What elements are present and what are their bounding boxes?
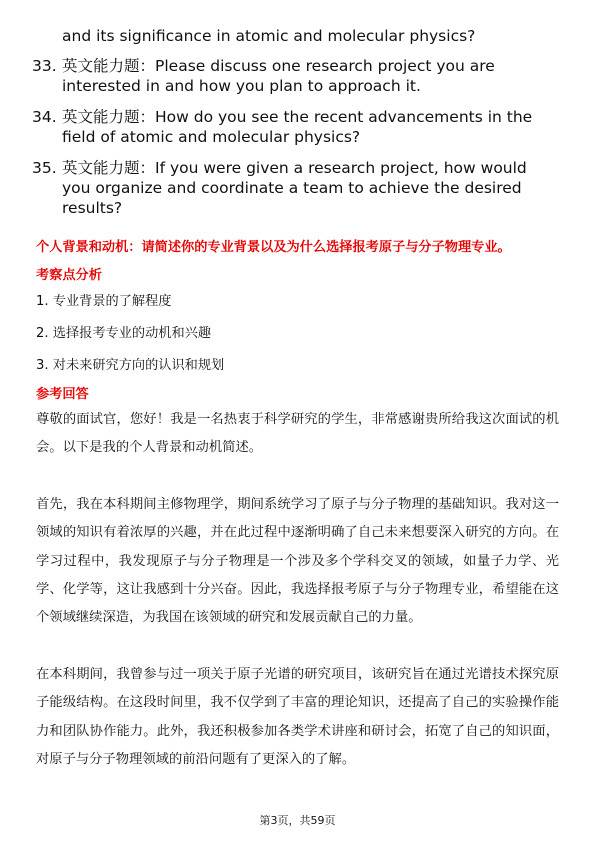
page-footer: 第3页，共59页	[259, 814, 336, 827]
question-number: 34.	[32, 108, 57, 126]
answer-paragraph: 尊敬的面试官，您好！我是一名热衷于科学研究的学生，非常感谢贵所给我这次面试的机会。以下是我的个人背景和动机简述。	[36, 412, 559, 456]
analysis-point: 1. 专业背景的了解程度	[36, 294, 172, 309]
question-item	[32, 158, 552, 218]
answer-paragraph: 在本科期间，我曾参与过一项关于原子光谱的研究项目，该研究旨在通过光谱技术探究原子能级结构。在这段时间里，我不仅学到了丰富的理论知识，还提高了自己的实验操作能力和团队协作能力。此外，我还积极参加各类学术讲座和研讨会，拓宽了自己的知识面，对原子与分子物理领域的前沿问题有了更深入的了解。	[36, 666, 559, 768]
question-text: 英文能力题：How do you see the recent advancements in the field of atomic and molecular physics?	[62, 108, 533, 146]
question-text: 英文能力题：If you were given a research project, how would you organize and coordinate a team to achieve the desired results?	[62, 159, 527, 217]
section-title: 个人背景和动机：请简述你的专业背景以及为什么选择报考原子与分子物理专业。	[36, 240, 511, 255]
analysis-point-list	[36, 292, 224, 388]
question-number: 33.	[32, 57, 57, 75]
question-item	[32, 56, 552, 96]
analysis-point: 3. 对未来研究方向的认识和规划	[36, 358, 225, 373]
continued-question-text: and its significance in atomic and molecular physics?	[62, 27, 476, 45]
question-text: 英文能力题：Please discuss one research project you are interested in and how you plan to approach it.	[62, 57, 495, 95]
question-item	[32, 107, 552, 147]
analysis-heading: 考察点分析	[36, 268, 102, 283]
question-list	[32, 56, 552, 229]
answer-heading: 参考回答	[36, 387, 89, 402]
answer-body	[36, 406, 559, 802]
answer-paragraph: 首先，我在本科期间主修物理学，期间系统学习了原子与分子物理的基础知识。我对这一领域的知识有着浓厚的兴趣，并在此过程中逐渐明确了自己未来想要深入研究的方向。在学习过程中，我发现原子与分子物理是一个涉及多个学科交叉的领域，如量子力学、光学、化学等，这让我感到十分兴奋。因此，我选择报考原子与分子物理专业，希望能在这个领域继续深造，为我国在该领域的研究和发展贡献自己的力量。	[36, 496, 559, 626]
analysis-point: 2. 选择报考专业的动机和兴趣	[36, 326, 212, 341]
question-number: 35.	[32, 159, 57, 177]
